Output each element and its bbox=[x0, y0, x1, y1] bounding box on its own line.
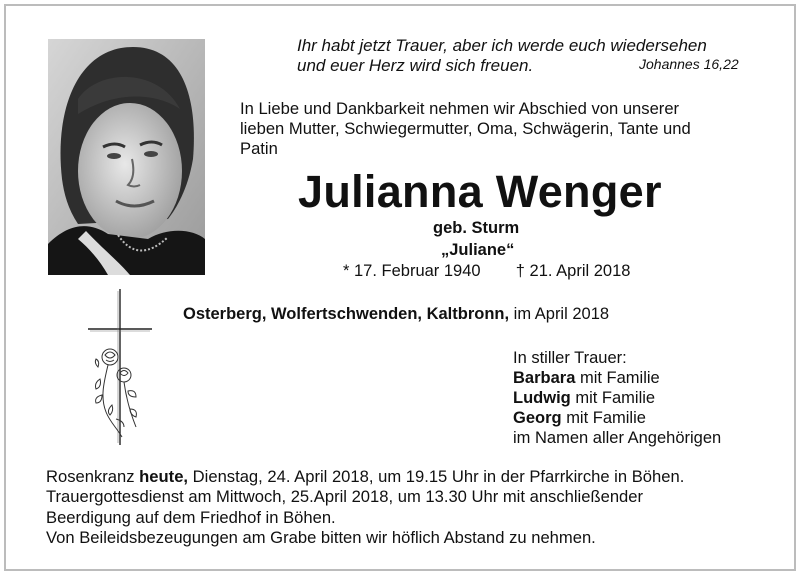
places: Osterberg, Wolfertschwenden, Kaltbronn, bbox=[183, 305, 510, 323]
mourner-row bbox=[513, 368, 721, 388]
bible-quote bbox=[297, 36, 739, 75]
service-notice bbox=[46, 467, 684, 549]
mourner-suffix: mit Familie bbox=[575, 389, 656, 407]
funeral-line-1: Trauergottesdienst am Mittwoch, 25.April 2018, um 13.30 Uhr mit anschließender bbox=[46, 487, 644, 507]
life-dates bbox=[343, 262, 630, 281]
intro-text bbox=[240, 99, 691, 159]
place-date: im April 2018 bbox=[513, 305, 610, 323]
mourner-row bbox=[513, 408, 721, 428]
intro-line-1: In Liebe und Dankbarkeit nehmen wir Abschied von unserer bbox=[240, 99, 680, 118]
quote-line-2: und euer Herz wird sich freuen. bbox=[297, 55, 534, 75]
mourner-suffix: mit Familie bbox=[579, 369, 660, 387]
quote-reference: Johannes 16,22 bbox=[639, 56, 739, 72]
death-date: † 21. April 2018 bbox=[515, 262, 631, 280]
portrait-photo bbox=[48, 39, 205, 275]
birth-name: geb. Sturm bbox=[433, 219, 520, 237]
mourners-closing: im Namen aller Angehörigen bbox=[513, 429, 722, 447]
mourner-name: Ludwig bbox=[513, 389, 571, 407]
birth-date: * 17. Februar 1940 bbox=[343, 262, 481, 280]
rosary-prefix: Rosenkranz bbox=[46, 467, 135, 486]
mourner-name: Georg bbox=[513, 409, 562, 427]
mourners-heading: In stiller Trauer: bbox=[513, 349, 627, 367]
mourners-block bbox=[513, 348, 721, 448]
mourner-row bbox=[513, 388, 721, 408]
deceased-name: Julianna Wenger bbox=[298, 166, 662, 217]
quote-line-1: Ihr habt jetzt Trauer, aber ich werde euch wiedersehen bbox=[297, 36, 707, 55]
place-line bbox=[183, 305, 609, 324]
condolence-line: Von Beileidsbezeugungen am Grabe bitten wir höflich Abstand zu nehmen. bbox=[46, 528, 596, 548]
rosary-rest: Dienstag, 24. April 2018, um 19.15 Uhr in der Pfarrkirche in Böhen. bbox=[192, 467, 685, 486]
mourner-suffix: mit Familie bbox=[566, 409, 646, 427]
funeral-line-2: Beerdigung auf dem Friedhof in Böhen. bbox=[46, 507, 336, 527]
intro-line-2: lieben Mutter, Schwiegermutter, Oma, Schwägerin, Tante und bbox=[240, 119, 691, 138]
cross-roses-icon bbox=[86, 287, 156, 447]
nickname: „Juliane“ bbox=[441, 241, 515, 259]
rosary-bold: heute, bbox=[139, 467, 189, 486]
mourner-name: Barbara bbox=[513, 369, 576, 387]
rosary-line bbox=[46, 467, 684, 487]
intro-line-3: Patin bbox=[240, 139, 278, 158]
